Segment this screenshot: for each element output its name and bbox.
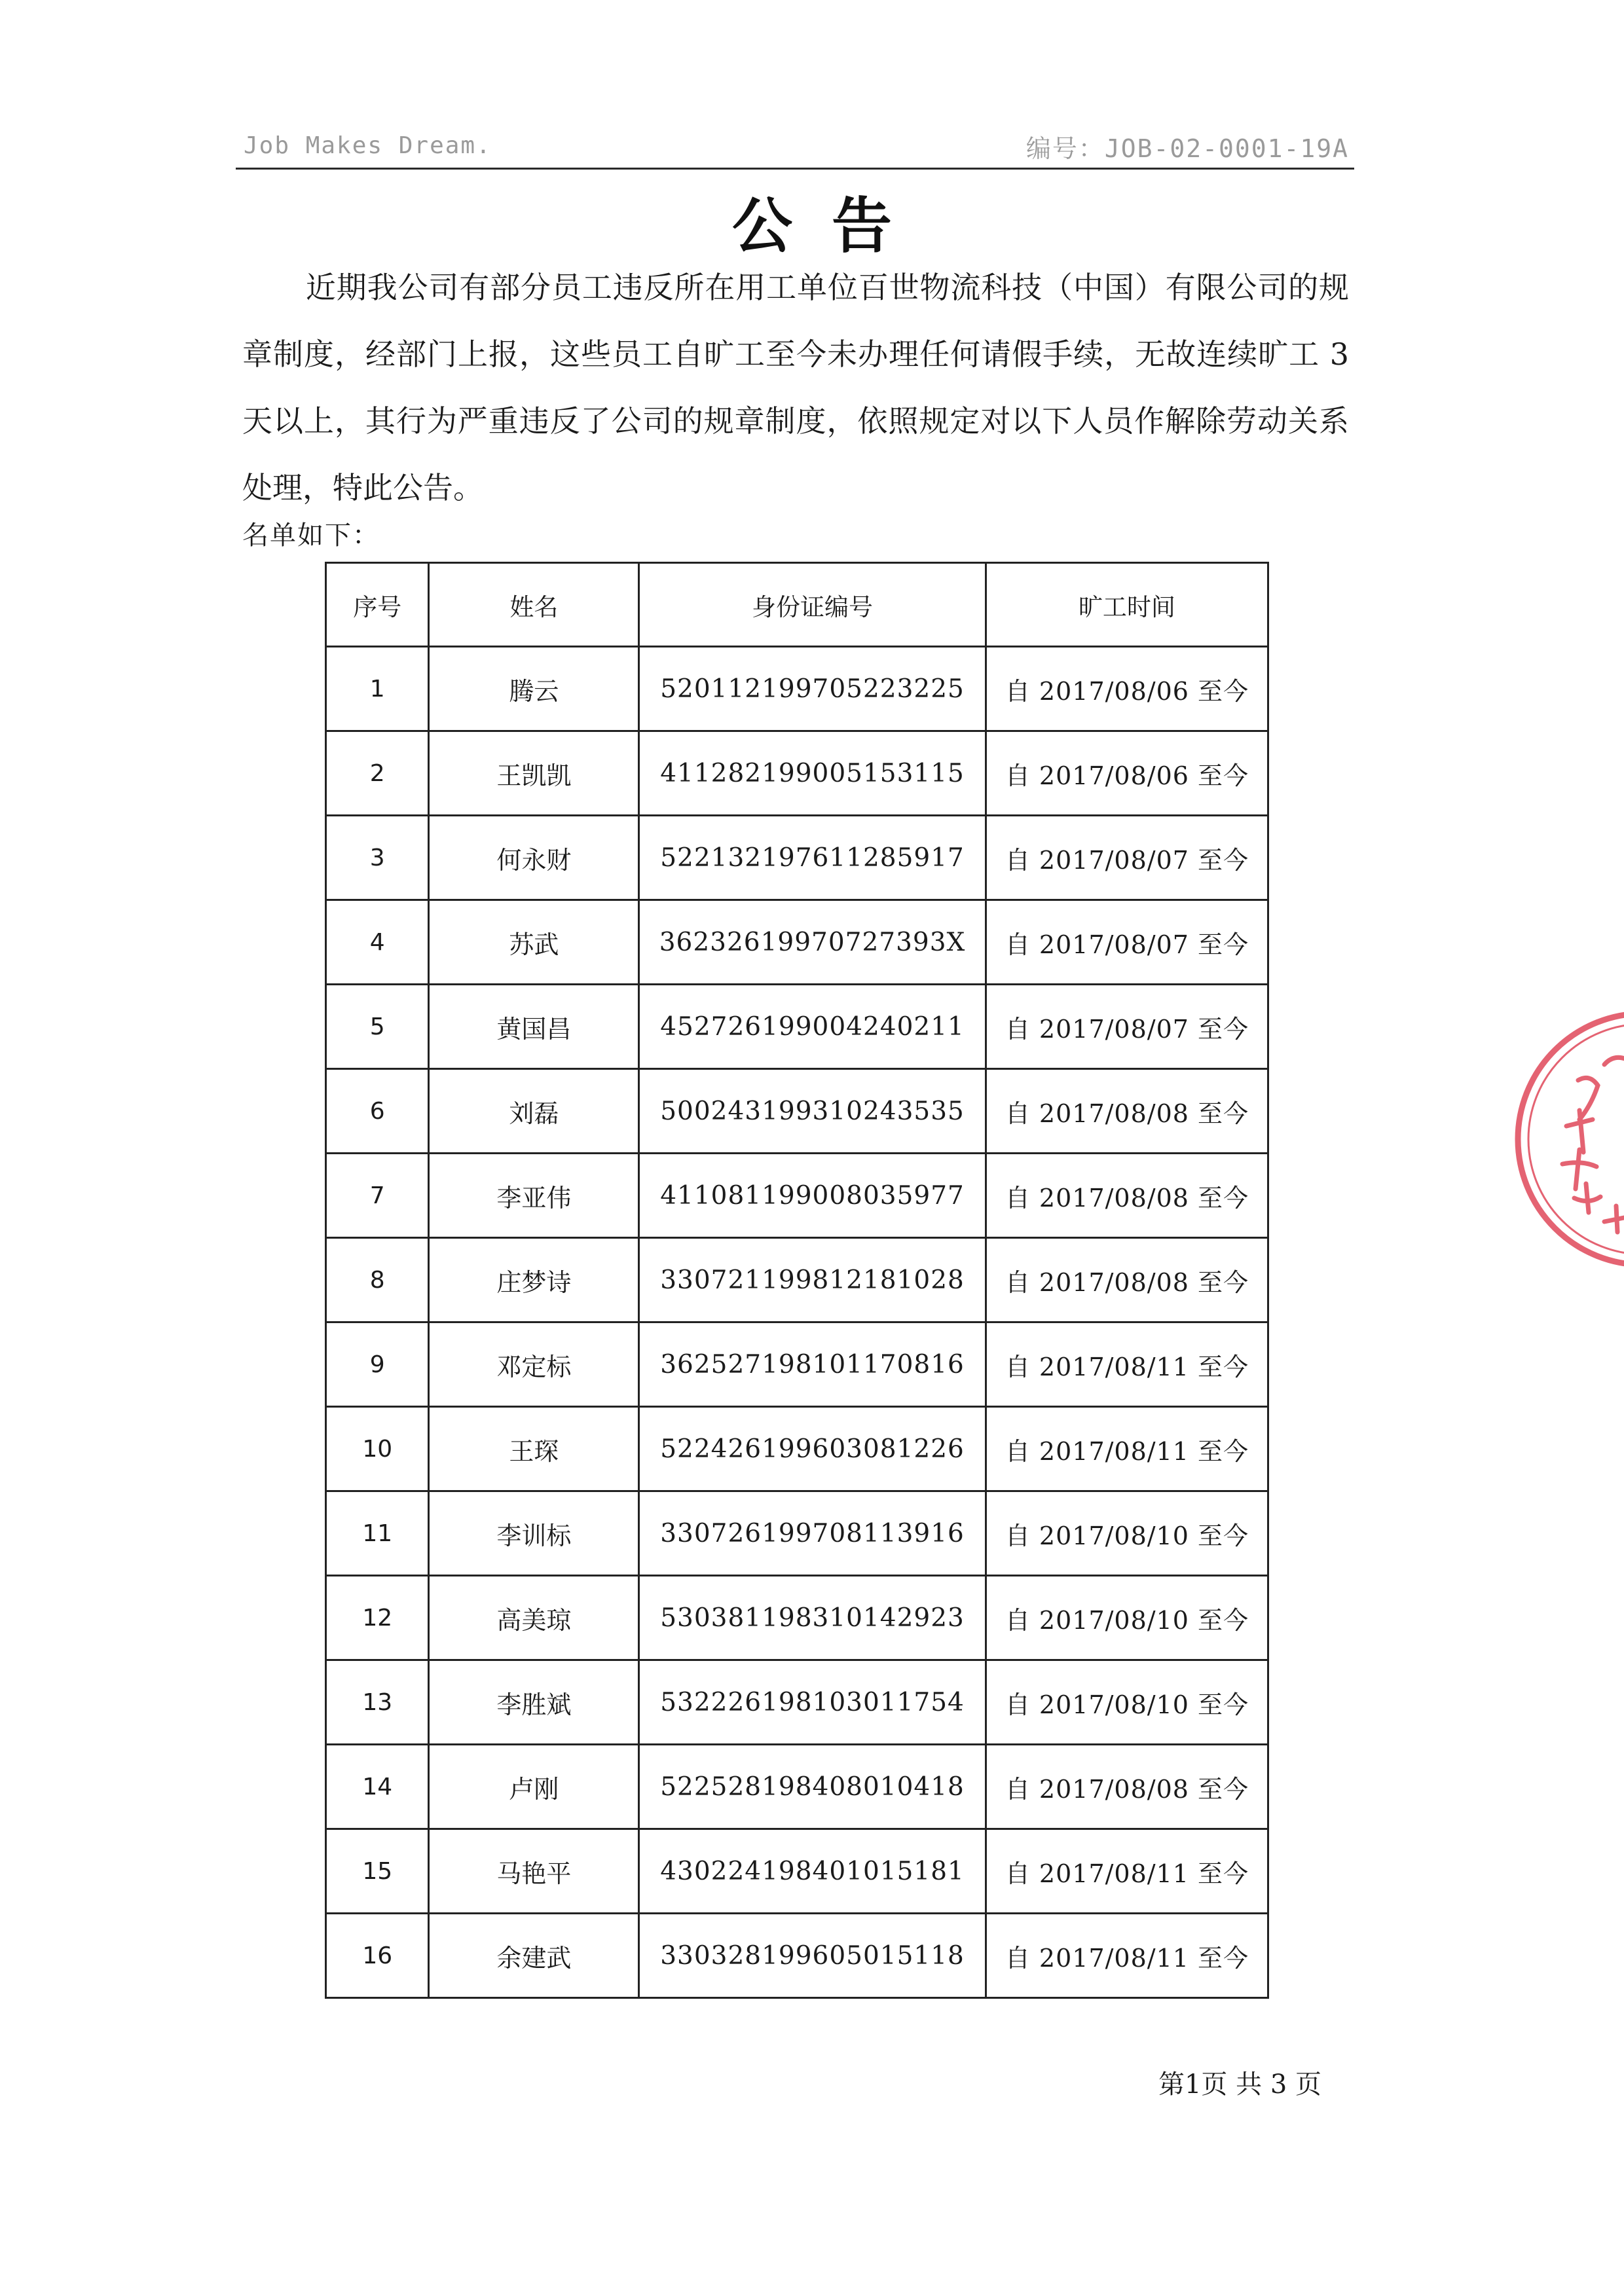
- row-name: 刘磊: [429, 1069, 639, 1154]
- header-no: 序号: [326, 563, 429, 647]
- row-name: 卢刚: [429, 1745, 639, 1829]
- row-name: 黄国昌: [429, 985, 639, 1069]
- row-number: 4: [326, 900, 429, 985]
- row-id-number: 330328199605015118: [639, 1914, 986, 1998]
- row-absence-period: 自 2017/08/08 至今: [986, 1154, 1268, 1238]
- row-absence-period: 自 2017/08/08 至今: [986, 1238, 1268, 1322]
- header-name: 姓名: [429, 563, 639, 647]
- table-row: [326, 647, 1268, 731]
- row-absence-period: 自 2017/08/10 至今: [986, 1491, 1268, 1576]
- row-absence-period: 自 2017/08/11 至今: [986, 1914, 1268, 1998]
- row-id-number: 522132197611285917: [639, 816, 986, 900]
- table-row: [326, 1407, 1268, 1491]
- row-absence-period: 自 2017/08/10 至今: [986, 1576, 1268, 1660]
- header-period: 旷工时间: [986, 563, 1268, 647]
- company-seal-icon: [1506, 1002, 1624, 1277]
- row-number: 14: [326, 1745, 429, 1829]
- row-number: 10: [326, 1407, 429, 1491]
- row-number: 16: [326, 1914, 429, 1998]
- row-id-number: 520112199705223225: [639, 647, 986, 731]
- row-id-number: 430224198401015181: [639, 1829, 986, 1914]
- row-id-number: 330721199812181028: [639, 1238, 986, 1322]
- row-id-number: 411081199008035977: [639, 1154, 986, 1238]
- row-name: 王凯凯: [429, 731, 639, 816]
- row-id-number: 522426199603081226: [639, 1407, 986, 1491]
- table-row: [326, 985, 1268, 1069]
- row-number: 5: [326, 985, 429, 1069]
- row-name: 李亚伟: [429, 1154, 639, 1238]
- row-id-number: 530381198310142923: [639, 1576, 986, 1660]
- table-row: [326, 816, 1268, 900]
- dismissal-table: [325, 562, 1269, 1999]
- table-header-row: [326, 563, 1268, 647]
- seal-rings: [1518, 1013, 1624, 1265]
- row-name: 高美琼: [429, 1576, 639, 1660]
- table-body: [326, 647, 1268, 1998]
- page-number: 第1页 共 3 页: [1158, 2069, 1321, 2100]
- row-absence-period: 自 2017/08/11 至今: [986, 1322, 1268, 1407]
- seal-outer-ring: [1518, 1013, 1624, 1265]
- header-id: 身份证编号: [639, 563, 986, 647]
- page-title: 公告: [731, 191, 931, 261]
- row-absence-period: 自 2017/08/10 至今: [986, 1660, 1268, 1745]
- row-number: 13: [326, 1660, 429, 1745]
- row-id-number: 500243199310243535: [639, 1069, 986, 1154]
- announcement-text: 近期我公司有部分员工违反所在用工单位百世物流科技（中国）有限公司的规章制度，经部门上报，这些员工自旷工至今未办理任何请假手续，无故连续旷工 3 天以上，其行为严重违反了公司的规章制度，依照规定对以下人员作解除劳动关系处理，特此公告。: [242, 270, 1349, 505]
- row-name: 何永财: [429, 816, 639, 900]
- row-id-number: 362527198101170816: [639, 1322, 986, 1407]
- row-number: 1: [326, 647, 429, 731]
- row-name: 李胜斌: [429, 1660, 639, 1745]
- seal-stroke: [1566, 1110, 1593, 1152]
- seal-strokes: [1562, 1057, 1624, 1232]
- row-name: 邓定标: [429, 1322, 639, 1407]
- table-row: [326, 1660, 1268, 1745]
- row-number: 11: [326, 1491, 429, 1576]
- row-name: 李训标: [429, 1491, 639, 1576]
- row-absence-period: 自 2017/08/07 至今: [986, 900, 1268, 985]
- table-row: [326, 1491, 1268, 1576]
- row-id-number: 452726199004240211: [639, 985, 986, 1069]
- row-absence-period: 自 2017/08/06 至今: [986, 731, 1268, 816]
- table-row: [326, 1069, 1268, 1154]
- table-row: [326, 1576, 1268, 1660]
- row-number: 9: [326, 1322, 429, 1407]
- header-slogan: Job Makes Dream.: [244, 132, 492, 159]
- row-absence-period: 自 2017/08/08 至今: [986, 1069, 1268, 1154]
- row-number: 15: [326, 1829, 429, 1914]
- table-row: [326, 1829, 1268, 1914]
- row-number: 3: [326, 816, 429, 900]
- row-absence-period: 自 2017/08/07 至今: [986, 985, 1268, 1069]
- row-id-number: 411282199005153115: [639, 731, 986, 816]
- table-row: [326, 1154, 1268, 1238]
- seal-stroke: [1604, 1057, 1624, 1065]
- row-id-number: 532226198103011754: [639, 1660, 986, 1745]
- row-number: 12: [326, 1576, 429, 1660]
- row-name: 腾云: [429, 647, 639, 731]
- list-label: 名单如下：: [242, 520, 380, 551]
- row-name: 余建武: [429, 1914, 639, 1998]
- table-row: [326, 1322, 1268, 1407]
- row-id-number: 36232619970727393X: [639, 900, 986, 985]
- seal-stroke: [1562, 1150, 1596, 1189]
- header-divider: [236, 168, 1354, 170]
- row-absence-period: 自 2017/08/07 至今: [986, 816, 1268, 900]
- table-row: [326, 1914, 1268, 1998]
- row-number: 7: [326, 1154, 429, 1238]
- row-absence-period: 自 2017/08/06 至今: [986, 647, 1268, 731]
- row-number: 2: [326, 731, 429, 816]
- row-absence-period: 自 2017/08/11 至今: [986, 1829, 1268, 1914]
- row-name: 苏武: [429, 900, 639, 985]
- seal-stroke: [1604, 1206, 1624, 1232]
- table-row: [326, 900, 1268, 985]
- row-name: 马艳平: [429, 1829, 639, 1914]
- seal-stroke: [1574, 1184, 1600, 1212]
- header-doc-number: 编号：JOB-02-0001-19A: [1025, 134, 1349, 163]
- table-row: [326, 1238, 1268, 1322]
- row-number: 6: [326, 1069, 429, 1154]
- row-absence-period: 自 2017/08/08 至今: [986, 1745, 1268, 1829]
- row-name: 王琛: [429, 1407, 639, 1491]
- row-id-number: 522528198408010418: [639, 1745, 986, 1829]
- row-absence-period: 自 2017/08/11 至今: [986, 1407, 1268, 1491]
- row-id-number: 330726199708113916: [639, 1491, 986, 1576]
- table-row: [326, 731, 1268, 816]
- row-number: 8: [326, 1238, 429, 1322]
- row-name: 庄梦诗: [429, 1238, 639, 1322]
- table-row: [326, 1745, 1268, 1829]
- announcement-body: [242, 254, 1349, 521]
